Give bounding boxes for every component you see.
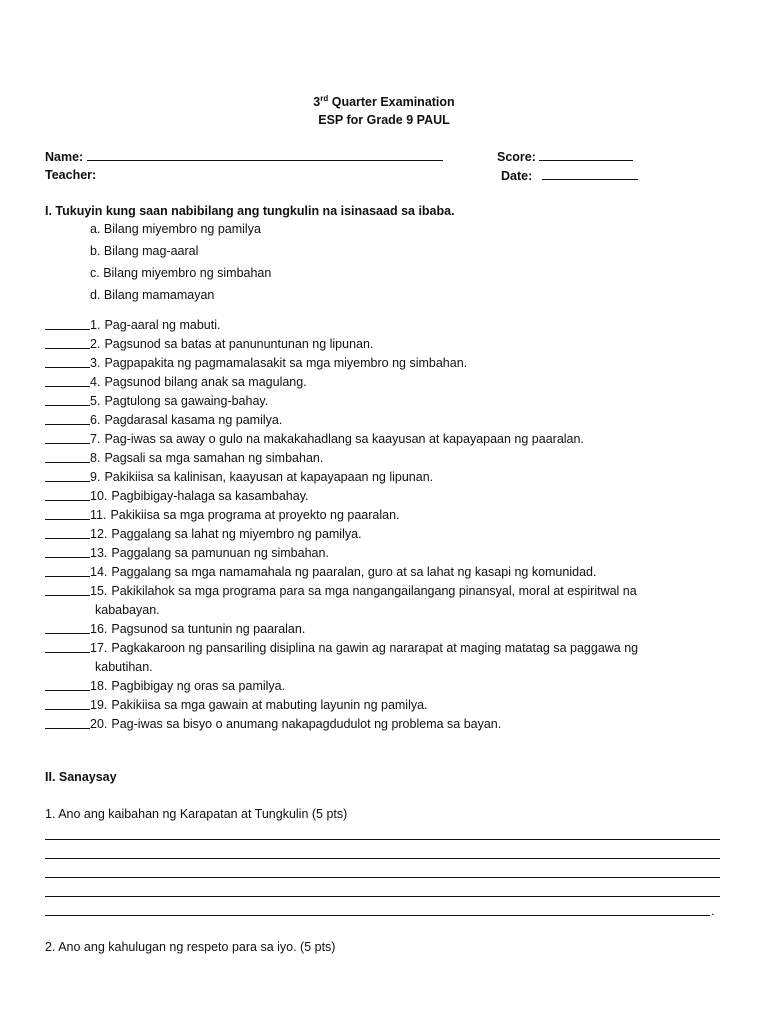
choice-d: d. Bilang mamamayan — [90, 288, 215, 302]
list-item — [45, 582, 745, 601]
item-number: 12. — [90, 527, 108, 541]
answer-blank[interactable] — [45, 620, 90, 634]
answer-blank[interactable] — [45, 392, 90, 406]
item-number: 15. — [90, 584, 108, 598]
answer-blank[interactable] — [45, 639, 90, 653]
list-item — [45, 354, 745, 373]
item-text: Pagtulong sa gawaing-bahay. — [104, 394, 269, 408]
item-number: 4. — [90, 375, 101, 389]
item-number: 17. — [90, 641, 108, 655]
item-number: 5. — [90, 394, 101, 408]
item-text: Pakikilahok sa mga programa para sa mga nangangailangang pinansyal, moral at espiritwal na — [111, 584, 637, 598]
list-item — [45, 506, 745, 525]
list-item — [45, 639, 745, 658]
answer-blank[interactable] — [45, 487, 90, 501]
score-blank[interactable] — [539, 149, 633, 161]
item-number: 6. — [90, 413, 101, 427]
list-item — [45, 373, 745, 392]
choice-b: b. Bilang mag-aaral — [90, 244, 199, 258]
item-number: 13. — [90, 546, 108, 560]
section2-heading: II. Sanaysay — [45, 770, 117, 784]
date-label: Date: — [501, 169, 533, 183]
item-number: 19. — [90, 698, 108, 712]
item-text: Pagsali sa mga samahan ng simbahan. — [104, 451, 324, 465]
date-blank[interactable] — [542, 168, 638, 180]
item-text-continuation: kabutihan. — [95, 660, 153, 674]
item-number: 2. — [90, 337, 101, 351]
item-text-continuation: kababayan. — [95, 603, 160, 617]
answer-blank[interactable] — [45, 449, 90, 463]
item-number: 3. — [90, 356, 101, 370]
item-text: Pakikiisa sa kalinisan, kaayusan at kapayapaan ng lipunan. — [104, 470, 434, 484]
name-field — [45, 149, 443, 164]
item-number: 16. — [90, 622, 108, 636]
answer-line[interactable] — [45, 877, 720, 878]
answer-end-mark: . — [711, 904, 715, 918]
answer-blank[interactable] — [45, 506, 90, 520]
item-text: Pakikiisa sa mga gawain at mabuting layunin ng pamilya. — [111, 698, 428, 712]
answer-line[interactable] — [45, 858, 720, 859]
list-item — [45, 316, 745, 335]
item-text: Pagsunod sa tuntunin ng paaralan. — [111, 622, 306, 636]
answer-blank[interactable] — [45, 544, 90, 558]
answer-blank[interactable] — [45, 411, 90, 425]
section1-instruction: I. Tukuyin kung saan nabibilang ang tungkulin na isinasaad sa ibaba. — [45, 204, 455, 218]
exam-subtitle: ESP for Grade 9 PAUL — [318, 113, 450, 127]
item-number: 18. — [90, 679, 108, 693]
item-text: Pag-aaral ng mabuti. — [104, 318, 221, 332]
essay-question-2: 2. Ano ang kahulugan ng respeto para sa iyo. (5 pts) — [45, 940, 336, 954]
answer-blank[interactable] — [45, 677, 90, 691]
item-text: Paggalang sa pamunuan ng simbahan. — [111, 546, 329, 560]
list-item — [45, 411, 745, 430]
list-item — [45, 392, 745, 411]
item-text: Pag-iwas sa away o gulo na makakahadlang sa kaayusan at kapayapaan ng paaralan. — [104, 432, 584, 446]
answer-blank[interactable] — [45, 373, 90, 387]
item-text: Pagdarasal kasama ng pamilya. — [104, 413, 283, 427]
choice-a: a. Bilang miyembro ng pamilya — [90, 222, 261, 236]
answer-blank[interactable] — [45, 468, 90, 482]
item-text: Paggalang sa mga namamahala ng paaralan, guro at sa lahat ng kasapi ng komunidad. — [111, 565, 597, 579]
item-text: Paggalang sa lahat ng miyembro ng pamilya. — [111, 527, 362, 541]
answer-blank[interactable] — [45, 335, 90, 349]
answer-blank[interactable] — [45, 582, 90, 596]
teacher-field — [45, 168, 96, 182]
item-number: 20. — [90, 717, 108, 731]
list-item — [45, 335, 745, 354]
answer-line[interactable] — [45, 915, 710, 916]
item-text: Pagbibigay ng oras sa pamilya. — [111, 679, 286, 693]
exam-title: 3rd Quarter Examination — [313, 94, 455, 110]
item-text: Pagsunod bilang anak sa magulang. — [104, 375, 307, 389]
item-number: 11. — [90, 508, 107, 522]
teacher-label: Teacher: — [45, 168, 97, 182]
answer-blank[interactable] — [45, 430, 90, 444]
answer-blank[interactable] — [45, 715, 90, 729]
list-item — [45, 468, 745, 487]
date-field — [501, 168, 638, 183]
list-item — [45, 620, 745, 639]
list-item — [45, 544, 745, 563]
answer-blank[interactable] — [45, 354, 90, 368]
item-number: 1. — [90, 318, 101, 332]
list-item — [45, 430, 745, 449]
item-text: Pagkakaroon ng pansariling disiplina na gawin ag nararapat at maging matatag sa paggawa ng — [111, 641, 639, 655]
item-list — [45, 316, 745, 734]
list-item — [45, 677, 745, 696]
answer-line[interactable] — [45, 896, 720, 897]
answer-line[interactable] — [45, 839, 720, 840]
list-item — [45, 715, 745, 734]
name-blank[interactable] — [87, 149, 443, 161]
item-text: Pakikiisa sa mga programa at proyekto ng paaralan. — [110, 508, 400, 522]
list-item — [45, 449, 745, 468]
name-label: Name: — [45, 150, 84, 164]
choice-c: c. Bilang miyembro ng simbahan — [90, 266, 272, 280]
essay-question-1: 1. Ano ang kaibahan ng Karapatan at Tungkulin (5 pts) — [45, 807, 348, 821]
item-number: 10. — [90, 489, 108, 503]
list-item — [45, 696, 745, 715]
list-item — [45, 563, 745, 582]
item-text: Pag-iwas sa bisyo o anumang nakapagdudulot ng problema sa bayan. — [111, 717, 502, 731]
item-number: 14. — [90, 565, 108, 579]
score-field — [497, 149, 633, 164]
answer-blank[interactable] — [45, 316, 90, 330]
item-text: Pagsunod sa batas at panununtunan ng lipunan. — [104, 337, 374, 351]
answer-blank[interactable] — [45, 696, 90, 710]
list-item — [45, 487, 745, 506]
score-label: Score: — [497, 150, 536, 164]
item-number: 7. — [90, 432, 101, 446]
item-number: 9. — [90, 470, 101, 484]
list-item — [45, 525, 745, 544]
item-text: Pagbibigay-halaga sa kasambahay. — [111, 489, 309, 503]
item-text: Pagpapakita ng pagmamalasakit sa mga miyembro ng simbahan. — [104, 356, 468, 370]
answer-blank[interactable] — [45, 525, 90, 539]
item-number: 8. — [90, 451, 101, 465]
answer-blank[interactable] — [45, 563, 90, 577]
